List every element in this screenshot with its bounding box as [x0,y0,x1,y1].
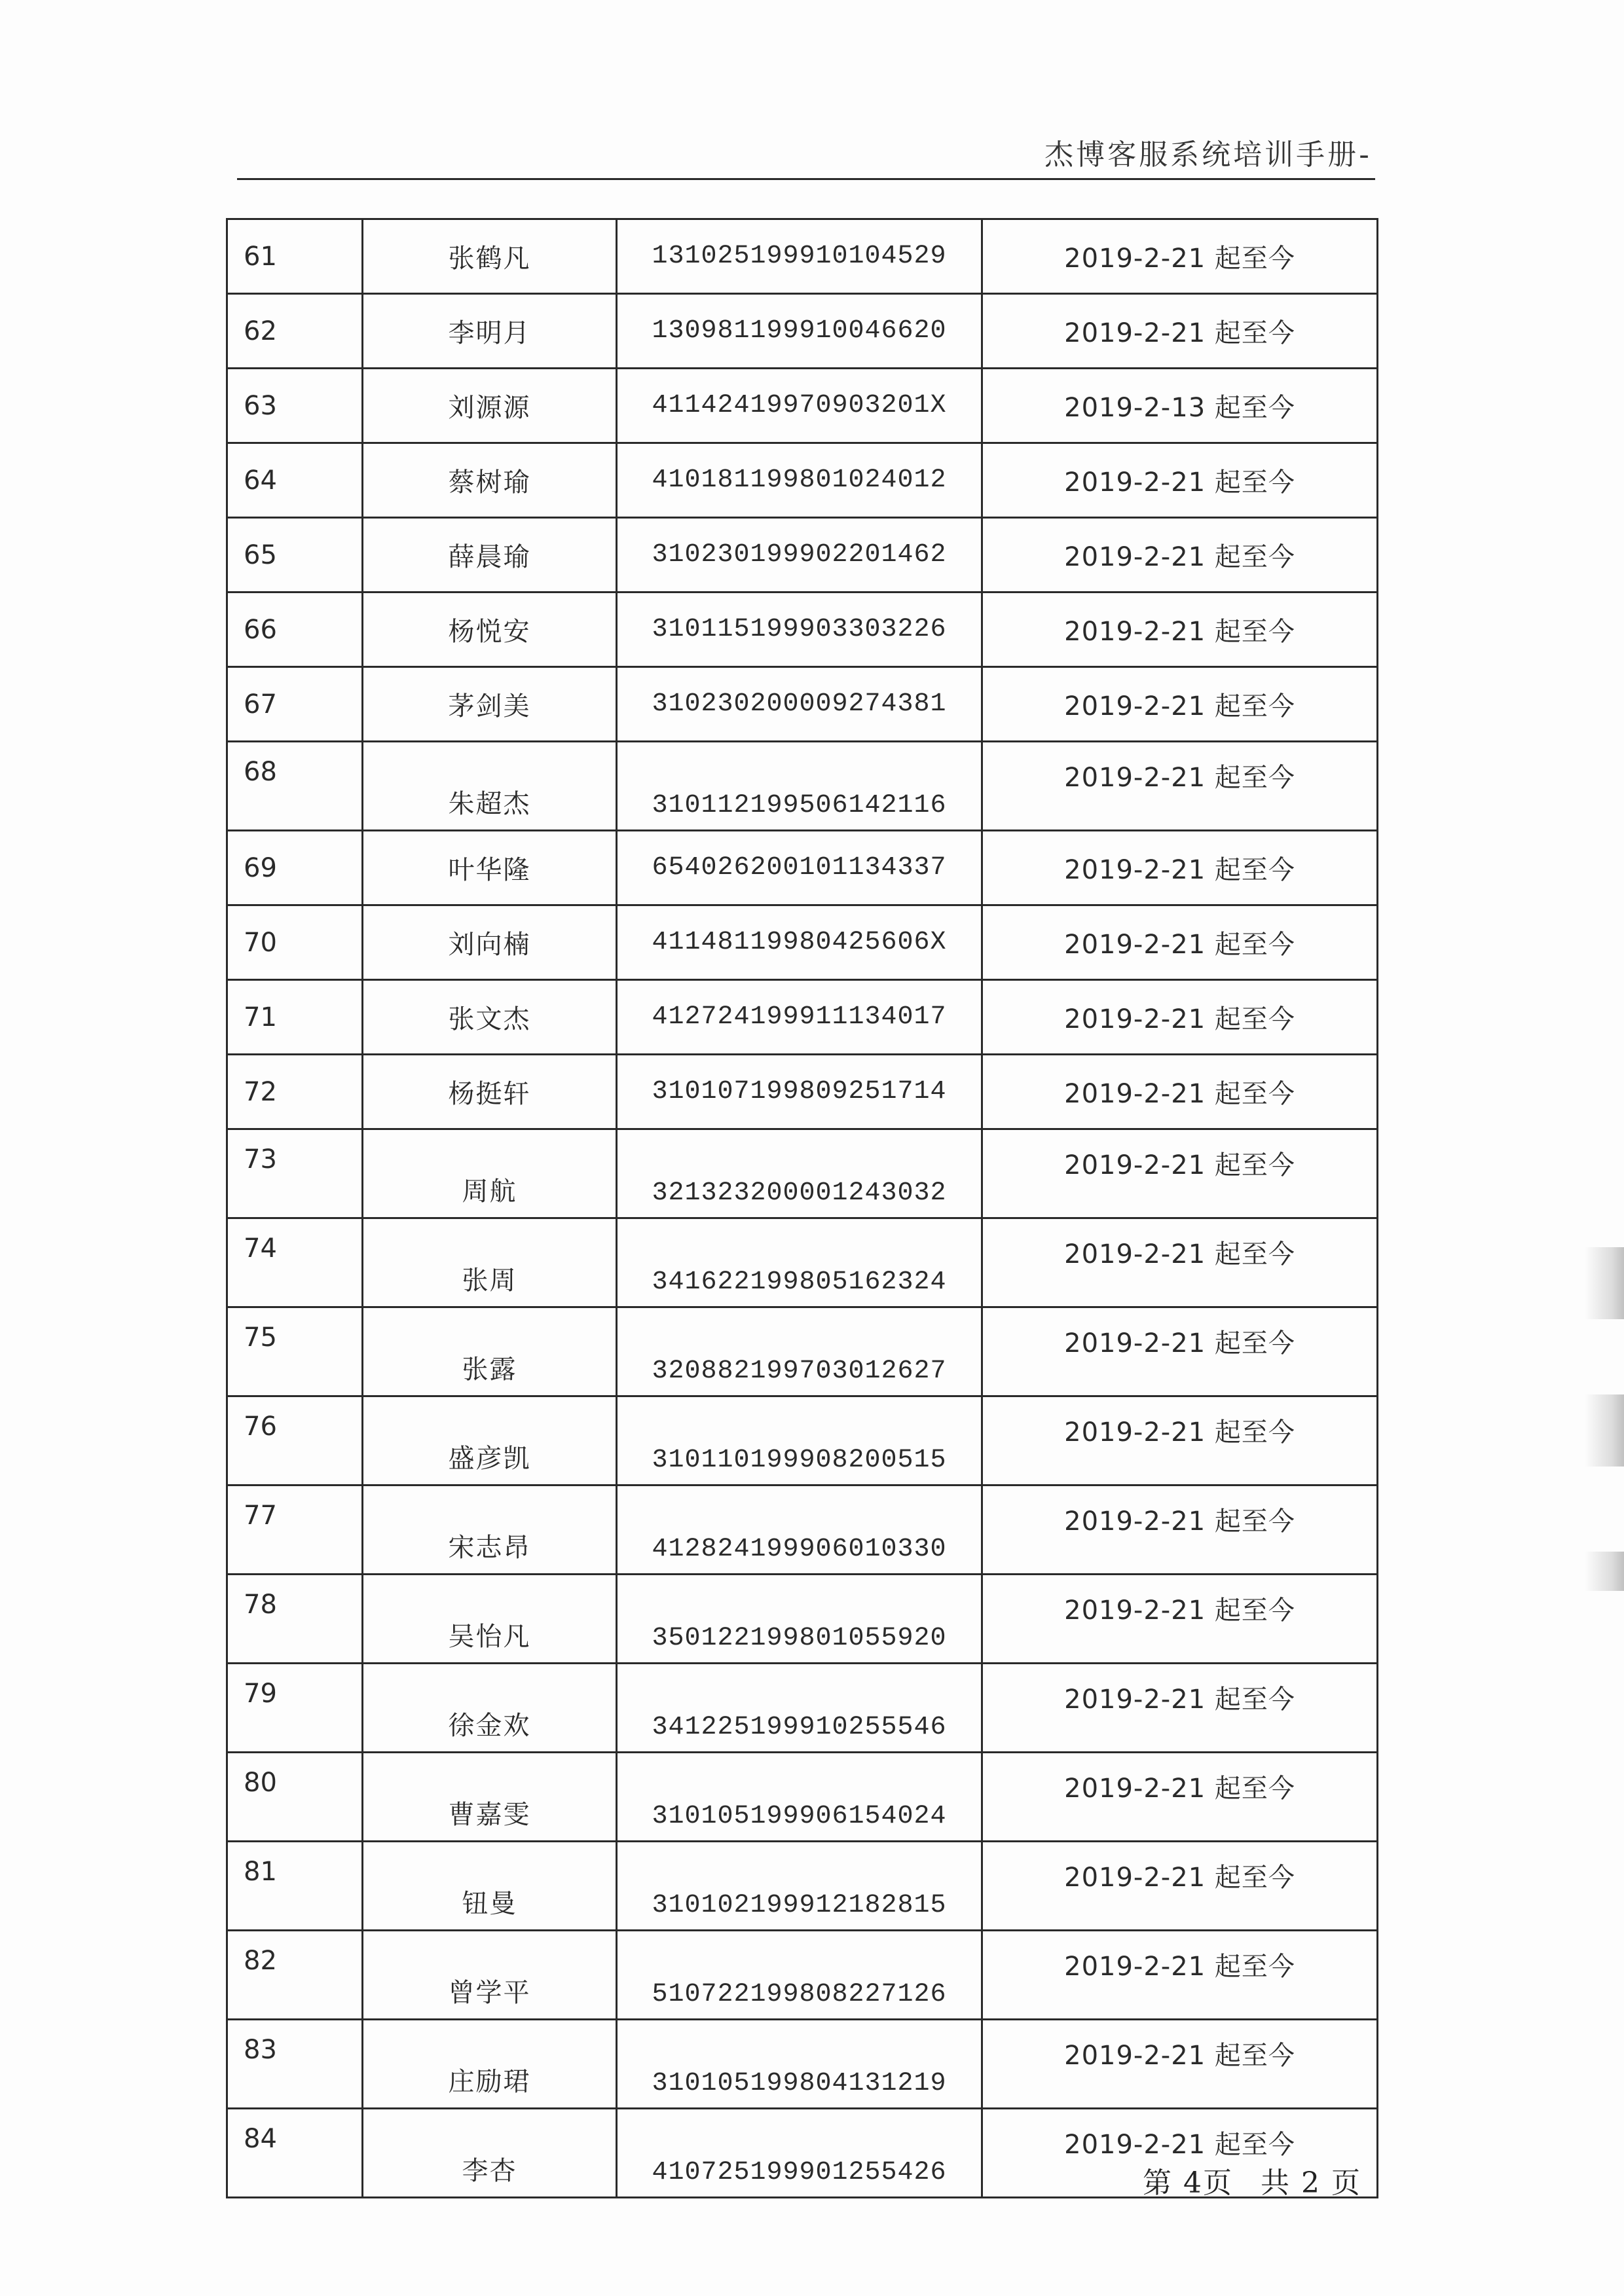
table-row [227,369,1378,443]
employment-period: 2019-2-21 起至今 [982,2109,1378,2198]
employee-name: 张鹤凡 [363,219,617,294]
table-row [227,1055,1378,1129]
table-row [227,1575,1378,1664]
employee-name: 李杏 [363,2109,617,2198]
employment-period: 2019-2-21 起至今 [982,2020,1378,2109]
row-number: 65 [227,518,363,592]
row-number: 83 [227,2020,363,2109]
row-number: 67 [227,667,363,742]
id-number: 310110199908200515 [617,1396,982,1485]
employee-name: 李明月 [363,294,617,369]
id-number: 310105199906154024 [617,1753,982,1842]
employee-name: 庄励珺 [363,2020,617,2109]
scan-edge-mark [1585,1247,1624,1319]
row-number: 78 [227,1575,363,1664]
table-row [227,742,1378,831]
table-row [227,1664,1378,1753]
table-row [227,1931,1378,2020]
employee-name: 刘向楠 [363,905,617,980]
employment-period: 2019-2-21 起至今 [982,1575,1378,1664]
header-title: 杰博客服系统培训手册- [1044,138,1372,172]
id-number: 341225199910255546 [617,1664,982,1753]
employee-name: 朱超杰 [363,742,617,831]
employment-period: 2019-2-21 起至今 [982,518,1378,592]
table-row [227,518,1378,592]
table-row [227,1753,1378,1842]
employment-period: 2019-2-21 起至今 [982,905,1378,980]
employee-name: 杨挺轩 [363,1055,617,1129]
id-number: 310112199506142116 [617,742,982,831]
table-row [227,1218,1378,1307]
table-row [227,667,1378,742]
scan-edge-mark [1585,1394,1624,1467]
id-number: 320882199703012627 [617,1307,982,1396]
employment-period: 2019-2-21 起至今 [982,667,1378,742]
employment-period: 2019-2-21 起至今 [982,443,1378,518]
id-number: 41148119980425606X [617,905,982,980]
employment-period: 2019-2-21 起至今 [982,1753,1378,1842]
id-number: 310102199912182815 [617,1842,982,1931]
id-number: 310230200009274381 [617,667,982,742]
table-row [227,905,1378,980]
roster-table [226,218,1378,2198]
table-row [227,294,1378,369]
employee-name: 钮曼 [363,1842,617,1931]
row-number: 84 [227,2109,363,2198]
table-row [227,1485,1378,1575]
employee-name: 曾学平 [363,1931,617,2020]
table-row [227,1842,1378,1931]
page-total: 共 2 页 [1260,2166,1361,2200]
row-number: 64 [227,443,363,518]
row-number: 70 [227,905,363,980]
table-row [227,980,1378,1055]
employee-name: 曹嘉雯 [363,1753,617,1842]
employment-period: 2019-2-21 起至今 [982,980,1378,1055]
table-row [227,592,1378,667]
employee-name: 张露 [363,1307,617,1396]
table-row [227,1129,1378,1218]
employee-name: 宋志昂 [363,1485,617,1575]
row-number: 71 [227,980,363,1055]
row-number: 76 [227,1396,363,1485]
id-number: 412724199911134017 [617,980,982,1055]
employment-period: 2019-2-21 起至今 [982,742,1378,831]
employment-period: 2019-2-21 起至今 [982,294,1378,369]
row-number: 75 [227,1307,363,1396]
employee-name: 蔡树瑜 [363,443,617,518]
row-number: 66 [227,592,363,667]
row-number: 62 [227,294,363,369]
row-number: 69 [227,831,363,905]
row-number: 61 [227,219,363,294]
employee-name: 杨悦安 [363,592,617,667]
id-number: 310105199804131219 [617,2020,982,2109]
employment-period: 2019-2-21 起至今 [982,1931,1378,2020]
row-number: 82 [227,1931,363,2020]
id-number: 510722199808227126 [617,1931,982,2020]
employee-name: 茅剑美 [363,667,617,742]
employee-name: 徐金欢 [363,1664,617,1753]
employee-name: 张文杰 [363,980,617,1055]
employment-period: 2019-2-21 起至今 [982,1307,1378,1396]
employee-name: 叶华隆 [363,831,617,905]
employment-period: 2019-2-21 起至今 [982,1129,1378,1218]
id-number: 410725199901255426 [617,2109,982,2198]
id-number: 41142419970903201X [617,369,982,443]
employment-period: 2019-2-21 起至今 [982,1055,1378,1129]
id-number: 310107199809251714 [617,1055,982,1129]
employee-name: 盛彦凯 [363,1396,617,1485]
roster-table-body [227,219,1378,2198]
employment-period: 2019-2-21 起至今 [982,219,1378,294]
id-number: 654026200101134337 [617,831,982,905]
id-number: 321323200001243032 [617,1129,982,1218]
employment-period: 2019-2-21 起至今 [982,1396,1378,1485]
page-footer [1143,2159,1378,2201]
employee-name: 刘源源 [363,369,617,443]
id-number: 410181199801024012 [617,443,982,518]
id-number: 350122199801055920 [617,1575,982,1664]
table-row [227,831,1378,905]
table-row [227,443,1378,518]
employment-period: 2019-2-21 起至今 [982,1664,1378,1753]
employee-name: 吴怡凡 [363,1575,617,1664]
page-number: 第 4页 [1143,2166,1233,2200]
employment-period: 2019-2-21 起至今 [982,1842,1378,1931]
employment-period: 2019-2-21 起至今 [982,831,1378,905]
row-number: 74 [227,1218,363,1307]
table-row [227,1396,1378,1485]
row-number: 63 [227,369,363,443]
id-number: 130981199910046620 [617,294,982,369]
employee-name: 薛晨瑜 [363,518,617,592]
row-number: 81 [227,1842,363,1931]
row-number: 80 [227,1753,363,1842]
id-number: 310230199902201462 [617,518,982,592]
employment-period: 2019-2-21 起至今 [982,1485,1378,1575]
row-number: 68 [227,742,363,831]
id-number: 341622199805162324 [617,1218,982,1307]
table-row [227,1307,1378,1396]
scan-edge-mark [1585,1552,1624,1591]
employee-name: 张周 [363,1218,617,1307]
id-number: 310115199903303226 [617,592,982,667]
table-row [227,2020,1378,2109]
row-number: 72 [227,1055,363,1129]
employee-name: 周航 [363,1129,617,1218]
employment-period: 2019-2-21 起至今 [982,592,1378,667]
id-number: 412824199906010330 [617,1485,982,1575]
table-row [227,219,1378,294]
header-rule [237,178,1375,180]
employment-period: 2019-2-21 起至今 [982,1218,1378,1307]
employment-period: 2019-2-13 起至今 [982,369,1378,443]
row-number: 73 [227,1129,363,1218]
row-number: 77 [227,1485,363,1575]
id-number: 131025199910104529 [617,219,982,294]
row-number: 79 [227,1664,363,1753]
